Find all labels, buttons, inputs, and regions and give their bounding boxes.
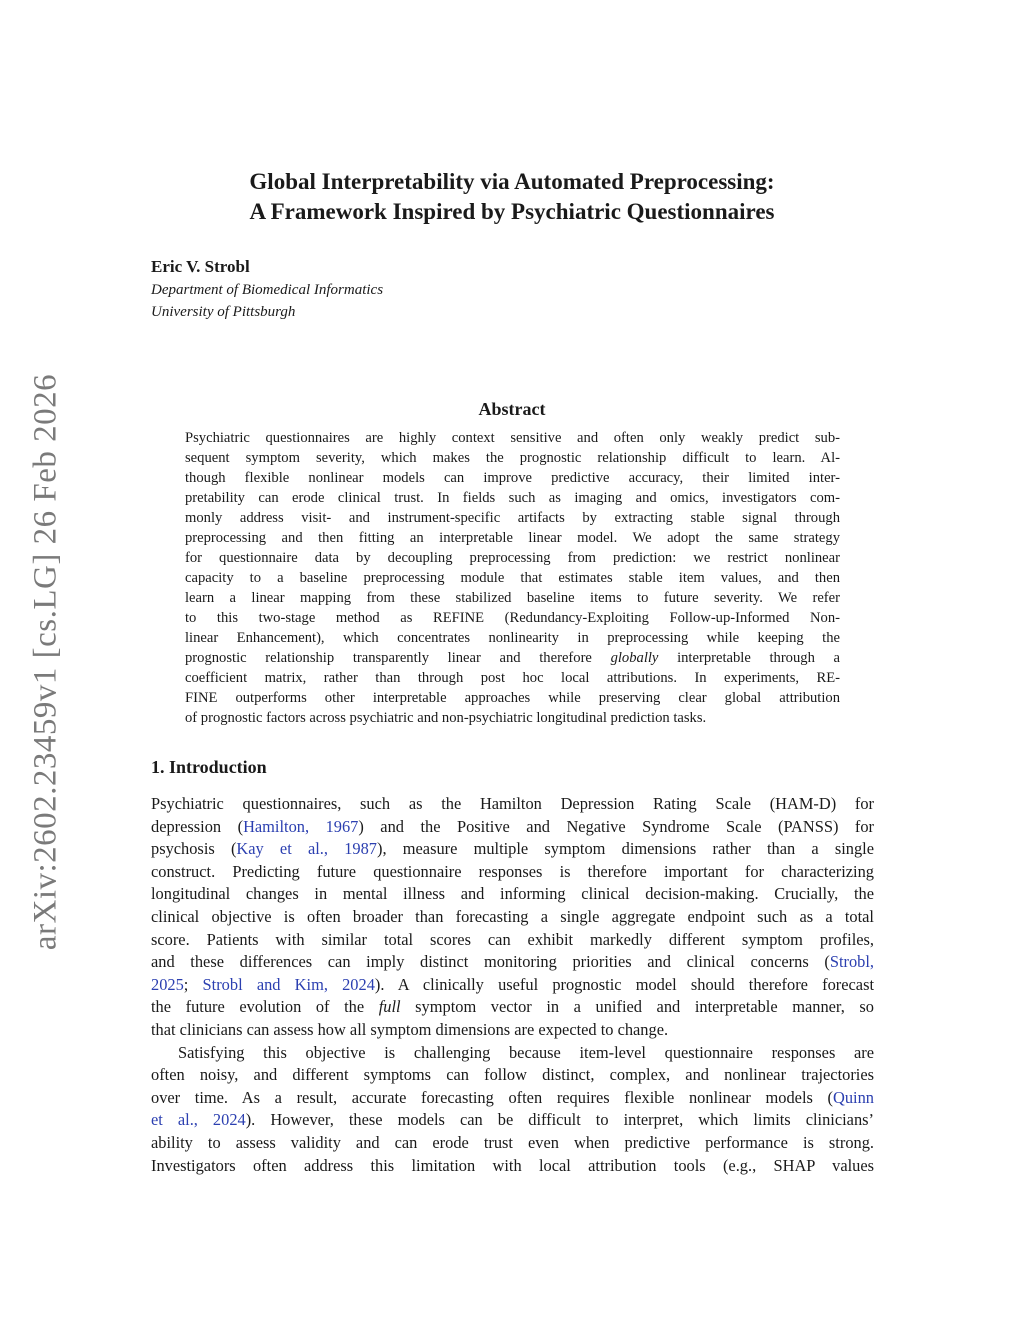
citation-link-kay[interactable]: Kay et al., 1987 [236,839,377,859]
intro-line: Investigators often address this limitation with local attribution tools (e.g., SHAP values [151,1155,874,1175]
intro-text: ), measure multiple symptom dimensions rather than a single [377,839,874,859]
intro-line: longitudinal changes in mental illness and informing clinical decision-making. Crucially, the [151,884,874,904]
intro-line: ability to assess validity and can erode trust even when predictive performance is strong. [151,1132,874,1152]
abstract-line: though flexible nonlinear models can improve predictive accuracy, their limited inter- [185,470,840,486]
abstract-line: sequent symptom severity, which makes the prognostic relationship difficult to learn. Al- [185,450,840,466]
intro-line: clinical objective is often broader than forecasting a single aggregate endpoint such as a total [151,906,874,926]
intro-text: ). However, these models can be difficult to interpret, which limits clinicians’ [245,1110,874,1130]
abstract-line: pretability can erode clinical trust. In fields such as imaging and omics, investigators com- [185,490,840,506]
author-department: Department of Biomedical Informatics [151,282,384,298]
intro-line: Psychiatric questionnaires, such as the Hamilton Depression Rating Scale (HAM-D) for [151,794,874,813]
intro-line [151,951,874,974]
introduction-body [151,793,874,1177]
intro-text: over time. As a result, accurate forecasting often requires flexible nonlinear models ( [151,1087,834,1107]
abstract-line: for questionnaire data by decoupling preprocessing from prediction: we restrict nonlinear [185,550,840,566]
abstract-heading: Abstract [478,399,546,419]
title-line-2: A Framework Inspired by Psychiatric Questionnaires [249,199,775,224]
author-name: Eric V. Strobl [151,257,250,276]
intro-text: ; [183,974,203,994]
intro-line: score. Patients with similar total scores can exhibit markedly different symptom profiles, [151,929,874,949]
citation-link-quinn-year[interactable]: et al., 2024 [151,1110,246,1130]
abstract-text: prognostic relationship transparently linear and therefore [185,650,611,666]
citation-link-strobl-year[interactable]: 2025 [151,974,184,994]
intro-line [151,996,874,1019]
abstract-line: coefficient matrix, rather than through post hoc local attributions. In experiments, RE- [185,670,840,686]
title-line-1: Global Interpretability via Automated Preprocessing: [249,169,775,194]
citation-link-strobl-kim[interactable]: Strobl and Kim, 2024 [202,974,375,994]
abstract-line [185,648,840,668]
abstract-line: preprocessing and then fitting an interpretable linear model. We adopt the same strategy [185,530,840,546]
intro-line [151,974,874,997]
abstract-body [185,428,840,728]
intro-line [151,1087,874,1110]
abstract-line: FINE outperforms other interpretable approaches while preserving clear global attribution [185,690,840,706]
intro-text: and these differences can imply distinct monitoring priorities and clinical concerns ( [151,952,830,972]
intro-line [151,838,874,861]
intro-line: often noisy, and different symptoms can follow distinct, complex, and nonlinear trajectories [151,1065,874,1085]
intro-text: depression ( [151,816,244,836]
citation-link-quinn[interactable]: Quinn [833,1087,874,1107]
paper-title [150,167,874,227]
intro-text: symptom vector in a unified and interpretable manner, so [400,997,874,1017]
intro-text: the future evolution of the [151,997,379,1017]
abstract-text: interpretable through a [658,650,840,666]
arxiv-identifier-stamp: arXiv:2602.23459v1 [cs.LG] 26 Feb 2026 [27,373,64,951]
citation-link-strobl[interactable]: Strobl, [829,952,874,972]
abstract-line: capacity to a baseline preprocessing module that estimates stable item values, and then [185,570,840,586]
intro-line: construct. Predicting future questionnaire responses is therefore important for characterizing [151,861,874,881]
intro-text: ) and the Positive and Negative Syndrome Scale (PANSS) for [358,816,874,836]
section-heading-introduction: 1. Introduction [151,757,267,777]
abstract-line: of prognostic factors across psychiatric and non-psychiatric longitudinal prediction tasks. [185,710,707,726]
abstract-line: learn a linear mapping from these stabilized baseline items to future severity. We refer [185,590,840,606]
abstract-line: Psychiatric questionnaires are highly context sensitive and often only weakly predict sub- [185,430,840,446]
intro-line [151,816,874,839]
intro-emphasis: full [378,997,401,1017]
intro-line [151,1109,874,1132]
intro-text: psychosis ( [151,839,237,859]
abstract-emphasis: globally [610,650,659,666]
author-university: University of Pittsburgh [151,304,296,320]
abstract-line: to this two-stage method as REFINE (Redundancy-Exploiting Follow-up-Informed Non- [185,610,840,626]
intro-line: that clinicians can assess how all symptom dimensions are expected to change. [151,1019,669,1039]
intro-line: Satisfying this objective is challenging because item-level questionnaire responses are [178,1042,874,1062]
abstract-line: monly address visit- and instrument-specific artifacts by extracting stable signal through [185,510,840,526]
abstract-line: linear Enhancement), which concentrates nonlinearity in preprocessing while keeping the [185,630,840,646]
intro-text: ). A clinically useful prognostic model should therefore forecast [374,974,874,994]
citation-link-hamilton[interactable]: Hamilton, 1967 [243,816,359,836]
